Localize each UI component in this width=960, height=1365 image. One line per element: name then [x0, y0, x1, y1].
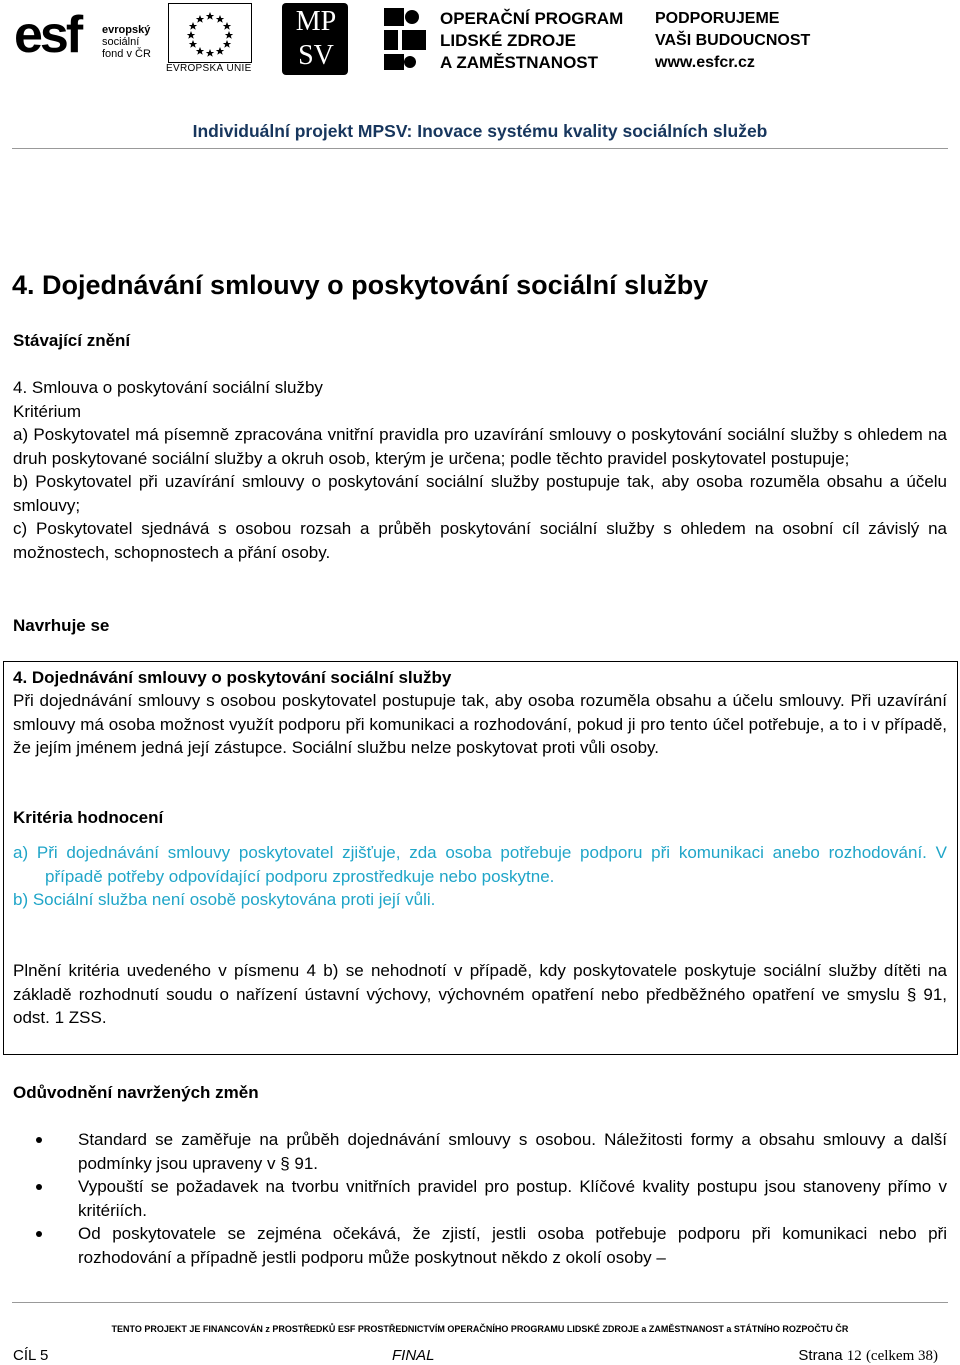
list-item-text: Vypouští se požadavek na tvorbu vnitřních pravidel pro postup. Klíčové kvality postupu jsou stanoveny přímo v kritériích.	[78, 1177, 947, 1220]
page-label: Strana	[798, 1347, 843, 1364]
support-line-1: PODPORUJEME	[655, 10, 780, 27]
logo-header	[0, 0, 960, 80]
page-indicator	[798, 1347, 938, 1365]
esf-line-3: fond v ČR	[102, 48, 151, 60]
page-number: 12	[846, 1348, 862, 1364]
criterion-b: b) Sociální služba není osobě poskytována proti její vůli.	[13, 890, 436, 909]
footer-divider	[12, 1302, 948, 1303]
footer-funding-note: TENTO PROJEKT JE FINANCOVÁN z PROSTŘEDKŮ ESF PROSTŘEDNICTVÍM OPERAČNÍHO PROGRAMU LIDSKÉ ZDROJE a ZAMĚSTNANOST a STÁTNÍHO ROZPOČTU ČR	[111, 1324, 849, 1334]
current-line-2: Kritérium	[13, 401, 82, 421]
esf-logo-mark: esf	[14, 6, 81, 64]
mpsv-line-2: SV	[298, 40, 334, 71]
support-url: www.esfcr.cz	[655, 54, 755, 71]
justification-heading: Odůvodnění navržených změn	[13, 1083, 259, 1102]
op-line-2: LIDSKÉ ZDROJE	[440, 31, 577, 50]
puzzle-icon	[382, 6, 430, 72]
criteria-heading: Kritéria hodnocení	[13, 808, 164, 827]
bullet-icon	[36, 1137, 42, 1143]
list-item-text: Standard se zaměřuje na průběh dojednávání smlouvy s osobou. Náležitosti formy a obsahu smlouvy a další podmínky jsou upraveny v § 91.	[78, 1130, 947, 1173]
list-item	[13, 1175, 947, 1222]
current-heading: Stávající znění	[13, 331, 131, 350]
op-line-1: OPERAČNÍ PROGRAM	[440, 9, 624, 28]
esf-line-1: evropský	[102, 24, 151, 36]
header-divider	[12, 148, 948, 149]
footer-status: FINAL	[392, 1347, 435, 1364]
esf-logo-text	[102, 24, 162, 60]
section-title: 4. Dojednávání smlouvy o poskytování sociální služby	[12, 270, 709, 300]
esf-line-2: sociální	[102, 36, 140, 48]
proposal-note: Plnění kritéria uvedeného v písmenu 4 b) se nehodnotí v případě, kdy poskytovatele poskytuje sociální služby dítěti na základě rozhodnutí soudu o nařízení ústavní výchovy, výchovném opatření nebo předběžného opatření ve smyslu § 91, odst. 1 ZSS.	[13, 961, 947, 1027]
current-criterion-b: b) Poskytovatel při uzavírání smlouvy o poskytování sociální služby postupuje tak, aby osoba rozuměla obsahu a účelu smlouvy;	[13, 472, 947, 515]
mpsv-logo-text	[288, 5, 344, 73]
project-title: Individuální projekt MPSV: Inovace systému kvality sociálních služeb	[192, 121, 768, 141]
bullet-icon	[36, 1231, 42, 1237]
proposed-heading: Navrhuje se	[13, 616, 110, 635]
list-item	[13, 1128, 947, 1175]
list-item	[13, 1222, 947, 1269]
justification-list	[13, 1128, 947, 1269]
footer-goal: CÍL 5	[13, 1347, 49, 1364]
support-text	[655, 8, 810, 74]
current-text	[13, 376, 947, 564]
current-line-1: 4. Smlouva o poskytování sociální služby	[13, 378, 323, 397]
list-item-text: Od poskytovatele se zejména očekává, že zjistí, jestli osoba potřebuje podporu při komunikaci nebo při rozhodování a případně jestli podporu může poskytnout někdo z okolí osoby –	[78, 1224, 947, 1267]
proposal-title: 4. Dojednávání smlouvy o poskytování sociální služby	[13, 668, 452, 687]
criterion-a: a) Při dojednávání smlouvy poskytovatel zjišťuje, zda osoba potřebuje podporu při komunikaci anebo rozhodování. V případě potřeby odpovídající podporu zprostředkuje nebo poskytne.	[13, 843, 947, 886]
support-line-2: VAŠI BUDOUCNOST	[655, 32, 811, 49]
bullet-icon	[36, 1184, 42, 1190]
mpsv-line-1: MP	[295, 6, 337, 37]
eu-flag-icon	[168, 3, 252, 63]
page-total: (celkem 38)	[865, 1348, 938, 1364]
eu-label: EVROPSKÁ UNIE	[166, 63, 252, 74]
op-logo-text	[440, 8, 623, 74]
current-criterion-c: c) Poskytovatel sjednává s osobou rozsah a průběh poskytování sociální služby s ohledem na osobní cíl závislý na možnostech, schopnostech a přání osoby.	[13, 519, 947, 562]
current-criterion-a: a) Poskytovatel má písemně zpracována vnitřní pravidla pro uzavírání smlouvy o poskytování sociální služby s ohledem na druh poskytované sociální služby a okruh osob, kterým je určena; podle těchto pravidel poskytovatel postupuje;	[13, 425, 947, 468]
proposal-text: Při dojednávání smlouvy s osobou poskytovatel postupuje tak, aby osoba rozuměla obsahu a účelu smlouvy. Při uzavírání smlouvy má osoba možnost využít podporu při komunikaci a rozhodování, pokud ji pro tento účel potřebuje, a to i v případě, že jejím jménem jedná její zástupce. Sociální službu nelze poskytovat proti vůli osoby.	[13, 691, 947, 757]
op-line-3: A ZAMĚSTNANOST	[440, 53, 599, 72]
